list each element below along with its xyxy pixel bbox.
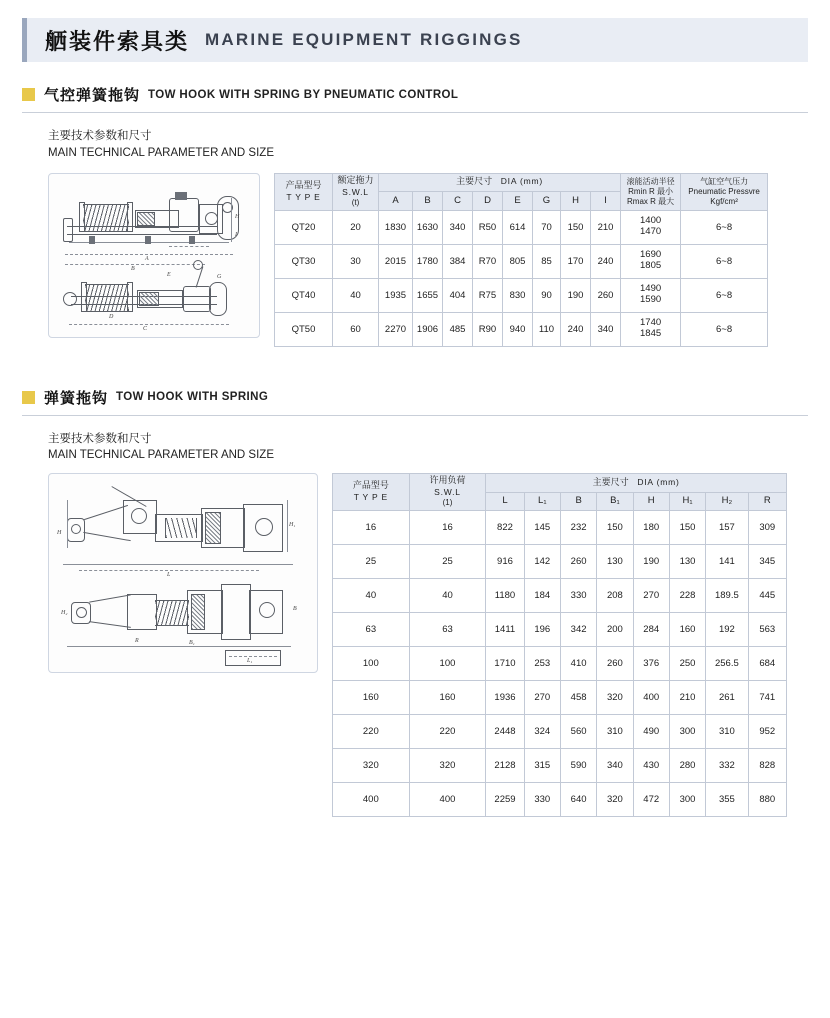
cell-l: 1180: [486, 579, 524, 613]
cell-e: 940: [503, 312, 533, 346]
cell-c: 340: [443, 210, 473, 244]
th-dim-d: D: [473, 192, 503, 210]
cell-swl: 40: [409, 579, 486, 613]
cell-a: 1935: [379, 278, 413, 312]
cell-l: 2448: [486, 715, 524, 749]
cell-b1: 200: [597, 613, 633, 647]
cell-h: 284: [633, 613, 669, 647]
spec-table-pneumatic: [274, 173, 768, 347]
cell-r: 563: [748, 613, 786, 647]
cell-i: 240: [591, 244, 621, 278]
table-row: [275, 278, 768, 312]
cell-rmax: 1590: [640, 294, 662, 305]
banner-title-cn: 舾装件索具类: [45, 28, 190, 55]
cell-g: 70: [533, 210, 561, 244]
cell-l1: 184: [524, 579, 560, 613]
technical-drawing-pneumatic-tow-hook: A B H I C E G D: [48, 173, 260, 338]
cell-h: 240: [561, 312, 591, 346]
cell-h2: 192: [706, 613, 748, 647]
banner-title-en: MARINE EQUIPMENT RIGGINGS: [205, 30, 523, 49]
cell-b1: 130: [597, 545, 633, 579]
th-dim-a: A: [379, 192, 413, 210]
th-dim-e: E: [503, 192, 533, 210]
cell-b1: 320: [597, 681, 633, 715]
cell-h: 376: [633, 647, 669, 681]
technical-drawing-spring-tow-hook: L H H₁ B H₂ L₁ R B₁: [48, 473, 318, 673]
cell-pressure: 6~8: [681, 210, 768, 244]
cell-h2: 157: [706, 511, 748, 545]
section-subtitle: [48, 127, 808, 163]
cell-h: 190: [561, 278, 591, 312]
th-dim-h: H: [633, 492, 669, 510]
cell-l: 822: [486, 511, 524, 545]
cell-l1: 196: [524, 613, 560, 647]
cell-b1: 150: [597, 511, 633, 545]
cell-radius: [621, 278, 681, 312]
cell-l: 1936: [486, 681, 524, 715]
heading-divider: [22, 112, 808, 113]
cell-d: R50: [473, 210, 503, 244]
cell-r: 309: [748, 511, 786, 545]
cell-rmin: 1400: [640, 215, 662, 227]
section-title-en: TOW HOOK WITH SPRING: [116, 391, 269, 403]
catalog-page: [0, 18, 830, 1018]
cell-l1: 315: [524, 749, 560, 783]
cell-rmax: 1845: [640, 328, 662, 339]
cell-swl: 220: [409, 715, 486, 749]
section-pneumatic-tow-hook: [22, 84, 808, 347]
cell-type: 320: [333, 749, 410, 783]
cell-h2: 332: [706, 749, 748, 783]
cell-b: 458: [560, 681, 596, 715]
cell-type: 160: [333, 681, 410, 715]
cell-h: 430: [633, 749, 669, 783]
cell-b: 410: [560, 647, 596, 681]
cell-e: 805: [503, 244, 533, 278]
cell-rmin: 1740: [640, 317, 662, 329]
content-row-1: [48, 173, 808, 347]
th-dim-c: C: [443, 192, 473, 210]
cell-r: 828: [748, 749, 786, 783]
cell-h1: 130: [669, 545, 705, 579]
cell-rmax: 1470: [640, 226, 662, 237]
cell-b: 1655: [413, 278, 443, 312]
cell-pressure: 6~8: [681, 244, 768, 278]
cell-l1: 324: [524, 715, 560, 749]
cell-a: 2270: [379, 312, 413, 346]
cell-h: 490: [633, 715, 669, 749]
th-dim-l: L: [486, 492, 524, 510]
cell-swl: 20: [333, 210, 379, 244]
cell-type: 40: [333, 579, 410, 613]
table-row: [333, 647, 787, 681]
cell-r: 345: [748, 545, 786, 579]
cell-type: QT50: [275, 312, 333, 346]
cell-b: 1906: [413, 312, 443, 346]
cell-h: 180: [633, 511, 669, 545]
cell-h: 472: [633, 783, 669, 817]
page-banner: [22, 18, 808, 62]
cell-b1: 260: [597, 647, 633, 681]
cell-c: 384: [443, 244, 473, 278]
cell-h1: 280: [669, 749, 705, 783]
cell-swl: 400: [409, 783, 486, 817]
table-row: [333, 749, 787, 783]
section-title-cn: 气控弹簧拖钩: [44, 86, 141, 104]
cell-l: 1411: [486, 613, 524, 647]
cell-radius: [621, 312, 681, 346]
cell-r: 684: [748, 647, 786, 681]
cell-swl: 30: [333, 244, 379, 278]
subtitle-cn: 主要技术参数和尺寸: [48, 430, 152, 445]
cell-e: 830: [503, 278, 533, 312]
th-type: 产品型号 T Y P E: [275, 173, 333, 210]
cell-g: 85: [533, 244, 561, 278]
cell-l: 1710: [486, 647, 524, 681]
subtitle-en: MAIN TECHNICAL PARAMETER AND SIZE: [48, 449, 274, 462]
cell-a: 1830: [379, 210, 413, 244]
cell-type: 25: [333, 545, 410, 579]
cell-type: QT30: [275, 244, 333, 278]
table-row: [333, 783, 787, 817]
th-dim-g: G: [533, 192, 561, 210]
cell-b1: 340: [597, 749, 633, 783]
cell-l: 916: [486, 545, 524, 579]
cell-type: 220: [333, 715, 410, 749]
cell-h2: 256.5: [706, 647, 748, 681]
table-row: [333, 681, 787, 715]
cell-h: 190: [633, 545, 669, 579]
cell-l1: 330: [524, 783, 560, 817]
cell-radius: [621, 244, 681, 278]
cell-h1: 160: [669, 613, 705, 647]
section-heading: [22, 84, 808, 105]
cell-d: R90: [473, 312, 503, 346]
cell-r: 880: [748, 783, 786, 817]
cell-l1: 253: [524, 647, 560, 681]
th-dim-h1: H₁: [669, 492, 705, 510]
cell-r: 445: [748, 579, 786, 613]
th-dimensions: 主要尺寸 DIA (mm): [379, 173, 621, 192]
cell-b1: 310: [597, 715, 633, 749]
th-dim-h2: H₂: [706, 492, 748, 510]
th-pneumatic-pressure: 气缸空气压力 Pneumatic Pressvre Kgf/cm²: [681, 173, 768, 210]
cell-b: 342: [560, 613, 596, 647]
table-row: [333, 511, 787, 545]
bullet-square-icon: [22, 88, 35, 101]
content-row-2: [48, 473, 808, 817]
th-dim-h: H: [561, 192, 591, 210]
cell-r: 952: [748, 715, 786, 749]
cell-swl: 60: [333, 312, 379, 346]
cell-h2: 261: [706, 681, 748, 715]
cell-rmax: 1805: [640, 260, 662, 271]
cell-swl: 100: [409, 647, 486, 681]
subtitle-cn: 主要技术参数和尺寸: [48, 128, 152, 142]
th-dim-r: R: [748, 492, 786, 510]
cell-b1: 208: [597, 579, 633, 613]
cell-h1: 300: [669, 715, 705, 749]
cell-b1: 320: [597, 783, 633, 817]
th-dim-b1: B₁: [597, 492, 633, 510]
cell-type: 63: [333, 613, 410, 647]
cell-swl: 63: [409, 613, 486, 647]
cell-type: 100: [333, 647, 410, 681]
table-row: [275, 244, 768, 278]
th-dim-b: B: [413, 192, 443, 210]
cell-b: 260: [560, 545, 596, 579]
cell-h2: 189.5: [706, 579, 748, 613]
section-subtitle: [48, 430, 808, 466]
cell-rmin: 1690: [640, 249, 662, 261]
cell-type: QT40: [275, 278, 333, 312]
cell-h1: 250: [669, 647, 705, 681]
table-row: [333, 613, 787, 647]
cell-type: 400: [333, 783, 410, 817]
bullet-square-icon: [22, 391, 35, 404]
table-row: [275, 312, 768, 346]
cell-h1: 228: [669, 579, 705, 613]
cell-h1: 210: [669, 681, 705, 715]
cell-h1: 300: [669, 783, 705, 817]
cell-h1: 150: [669, 511, 705, 545]
th-radius: 滚能活动半径 Rmin R 最小 Rmax R 最大: [621, 173, 681, 210]
table-row: [333, 579, 787, 613]
cell-swl: 160: [409, 681, 486, 715]
cell-h: 150: [561, 210, 591, 244]
cell-type: 16: [333, 511, 410, 545]
cell-e: 614: [503, 210, 533, 244]
cell-pressure: 6~8: [681, 278, 768, 312]
section-spring-tow-hook: [22, 387, 808, 818]
cell-b: 1630: [413, 210, 443, 244]
cell-swl: 16: [409, 511, 486, 545]
cell-swl: 25: [409, 545, 486, 579]
subtitle-en: MAIN TECHNICAL PARAMETER AND SIZE: [48, 146, 274, 159]
cell-h2: 310: [706, 715, 748, 749]
cell-r: 741: [748, 681, 786, 715]
cell-b: 560: [560, 715, 596, 749]
cell-radius: [621, 210, 681, 244]
cell-l: 2128: [486, 749, 524, 783]
cell-h2: 141: [706, 545, 748, 579]
cell-g: 90: [533, 278, 561, 312]
cell-h: 400: [633, 681, 669, 715]
th-swl: 许用负荷 S.W.L (1): [409, 474, 486, 511]
cell-pressure: 6~8: [681, 312, 768, 346]
table-row: [275, 210, 768, 244]
th-type: 产品型号 T Y P E: [333, 474, 410, 511]
cell-g: 110: [533, 312, 561, 346]
cell-type: QT20: [275, 210, 333, 244]
cell-h: 170: [561, 244, 591, 278]
cell-l1: 142: [524, 545, 560, 579]
cell-l1: 145: [524, 511, 560, 545]
cell-i: 210: [591, 210, 621, 244]
cell-c: 404: [443, 278, 473, 312]
cell-swl: 40: [333, 278, 379, 312]
cell-h2: 355: [706, 783, 748, 817]
spec-table-spring: [332, 473, 787, 817]
th-dim-i: I: [591, 192, 621, 210]
th-dim-l1: L₁: [524, 492, 560, 510]
th-dim-b: B: [560, 492, 596, 510]
cell-b: 1780: [413, 244, 443, 278]
cell-b: 330: [560, 579, 596, 613]
cell-i: 260: [591, 278, 621, 312]
cell-c: 485: [443, 312, 473, 346]
section-title-cn: 弹簧拖钩: [44, 388, 109, 407]
cell-l1: 270: [524, 681, 560, 715]
table-row: [333, 545, 787, 579]
heading-divider: [22, 415, 808, 416]
table-row: [333, 715, 787, 749]
cell-swl: 320: [409, 749, 486, 783]
cell-b: 640: [560, 783, 596, 817]
cell-d: R75: [473, 278, 503, 312]
cell-a: 2015: [379, 244, 413, 278]
cell-b: 590: [560, 749, 596, 783]
cell-l: 2259: [486, 783, 524, 817]
section-heading: [22, 387, 808, 408]
cell-d: R70: [473, 244, 503, 278]
section-title-en: TOW HOOK WITH SPRING BY PNEUMATIC CONTROL: [148, 88, 459, 101]
th-dimensions: 主要尺寸 DIA (mm): [486, 474, 787, 493]
cell-b: 232: [560, 511, 596, 545]
cell-h: 270: [633, 579, 669, 613]
cell-rmin: 1490: [640, 283, 662, 295]
th-swl: 额定拖力 S.W.L (t): [333, 173, 379, 210]
cell-i: 340: [591, 312, 621, 346]
